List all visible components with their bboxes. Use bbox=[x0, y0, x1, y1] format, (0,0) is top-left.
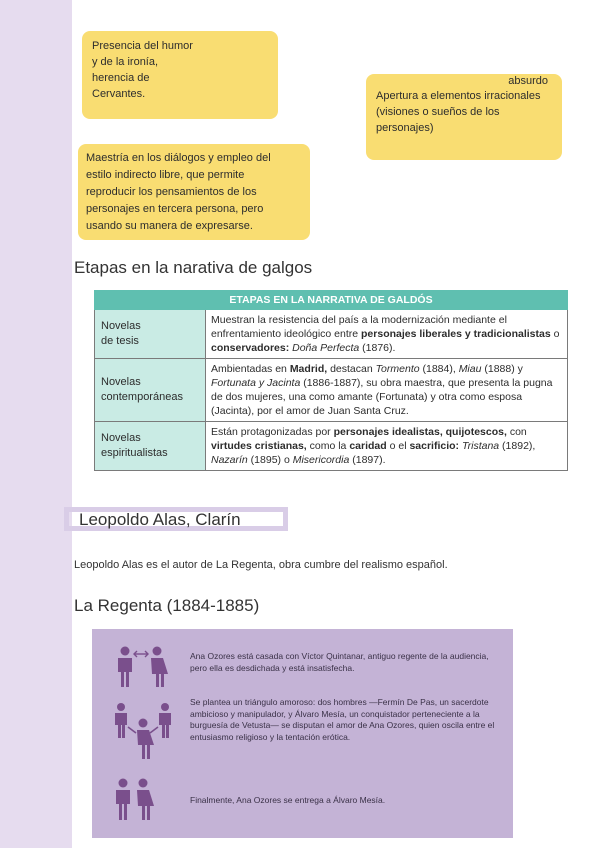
table-row bbox=[95, 310, 568, 359]
desc-text: (1897). bbox=[349, 454, 386, 466]
row-label-line: contemporáneas bbox=[101, 391, 183, 403]
regenta-heading: La Regenta (1884-1885) bbox=[74, 596, 260, 615]
regenta-summary-box bbox=[92, 629, 513, 838]
note-dialogos-line: usando su manera de expresarse. bbox=[86, 220, 253, 232]
regenta-item-text: Finalmente, Ana Ozores se entrega a Álvaro Mesía. bbox=[190, 795, 386, 805]
clarin-intro-text: Leopoldo Alas es el autor de La Regenta, obra cumbre del realismo español. bbox=[74, 559, 448, 571]
desc-title: Fortunata y Jacinta bbox=[211, 377, 301, 389]
row-description bbox=[206, 359, 568, 422]
row-label-line: espiritualistas bbox=[101, 447, 168, 459]
couple-apart-icon bbox=[112, 645, 172, 689]
note-irracional bbox=[366, 74, 562, 160]
etapas-heading: Etapas en la narativa de galgos bbox=[74, 258, 313, 277]
note-dialogos-line: estilo indirecto libre, que permite bbox=[86, 169, 245, 181]
clarin-section-title: Leopoldo Alas, Clarín bbox=[64, 507, 288, 531]
note-dialogos-line: reproducir los pensamientos de los bbox=[86, 186, 257, 198]
desc-text: (1888) y bbox=[481, 363, 523, 375]
regenta-item-text: Ana Ozores está casada con Víctor Quintanar, antiguo regente de la audiencia, pero ella es desdichada y está insatisfecha. bbox=[190, 651, 489, 673]
desc-text: (1886-1887), su obra maestra, que presenta la pugna de dos mujeres, una como amante (Fortunata) y otra como esposa (Jacinta), por el amor de Juan Santa Cruz. bbox=[211, 377, 553, 417]
row-label bbox=[95, 422, 206, 471]
desc-title: Tristana bbox=[461, 440, 500, 452]
desc-text: con bbox=[506, 426, 527, 438]
desc-title: Doña Perfecta bbox=[292, 342, 360, 354]
desc-text: Están protagonizadas por bbox=[211, 426, 334, 438]
note-humor bbox=[82, 31, 278, 119]
table-header-row bbox=[95, 291, 568, 310]
desc-text: como la bbox=[306, 440, 350, 452]
row-label-line: Novelas bbox=[101, 432, 141, 444]
desc-title: Miau bbox=[458, 363, 482, 375]
desc-text: o bbox=[550, 328, 560, 340]
desc-text: (1892), bbox=[499, 440, 536, 452]
love-triangle-icon bbox=[112, 701, 174, 763]
desc-title: Nazarín bbox=[211, 454, 248, 466]
desc-text: o el bbox=[386, 440, 410, 452]
note-irracional-line: personajes) bbox=[376, 122, 434, 134]
desc-text: Ambientadas en bbox=[211, 363, 290, 375]
regenta-item-text: Se plantea un triángulo amoroso: dos hombres —Fermín De Pas, un sacerdote ambicioso y manipulador, y Álvaro Mesía, un conquistador perteneciente a la burguesía de Vetusta— se disputan el amor de Ana Ozores, quien oscila entre el entusiasmo religioso y la tentación erótica. bbox=[190, 697, 495, 742]
desc-text: Muestran la resistencia del país a la modernización mediante el enfrentamiento ideológico entre bbox=[211, 314, 507, 340]
note-humor-line: y de la ironía, bbox=[92, 56, 159, 68]
desc-bold: personajes idealistas, quijotescos, bbox=[333, 426, 507, 438]
row-label bbox=[95, 359, 206, 422]
row-label-line: de tesis bbox=[101, 335, 139, 347]
row-label-line: Novelas bbox=[101, 376, 141, 388]
table-header: ETAPAS EN LA NARRATIVA DE GALDÓS bbox=[95, 291, 568, 310]
note-absurdo-word: absurdo bbox=[508, 75, 548, 87]
note-irracional-line: Apertura a elementos irracionales bbox=[376, 90, 541, 102]
couple-together-icon bbox=[112, 777, 156, 823]
table-row bbox=[95, 422, 568, 471]
desc-text: (1895) o bbox=[247, 454, 293, 466]
row-label bbox=[95, 310, 206, 359]
row-label-line: Novelas bbox=[101, 320, 141, 332]
desc-text: (1876). bbox=[359, 342, 396, 354]
note-humor-line: Cervantes. bbox=[92, 88, 146, 100]
desc-text: destacan bbox=[327, 363, 376, 375]
desc-bold: virtudes cristianas, bbox=[211, 440, 307, 452]
desc-title: Misericordia bbox=[292, 454, 350, 466]
galdos-stages-table bbox=[94, 290, 568, 471]
desc-bold: Madrid, bbox=[289, 363, 328, 375]
desc-text: (1884), bbox=[419, 363, 459, 375]
table-row bbox=[95, 359, 568, 422]
desc-bold: personajes liberales y tradicionalistas bbox=[361, 328, 551, 340]
row-description bbox=[206, 422, 568, 471]
note-dialogos bbox=[78, 144, 310, 240]
note-humor-line: Presencia del humor bbox=[92, 40, 193, 52]
desc-bold: conservadores: bbox=[211, 342, 290, 354]
desc-title: Tormento bbox=[375, 363, 420, 375]
note-irracional-line: (visiones o sueños de los bbox=[376, 106, 500, 118]
row-description bbox=[206, 310, 568, 359]
note-dialogos-line: personajes en tercera persona, pero bbox=[86, 203, 264, 215]
desc-bold: sacrificio: bbox=[409, 440, 460, 452]
left-margin-bar bbox=[0, 0, 72, 848]
desc-bold: caridad bbox=[349, 440, 387, 452]
note-dialogos-line: Maestría en los diálogos y empleo del bbox=[86, 152, 271, 164]
note-humor-line: herencia de bbox=[92, 72, 150, 84]
